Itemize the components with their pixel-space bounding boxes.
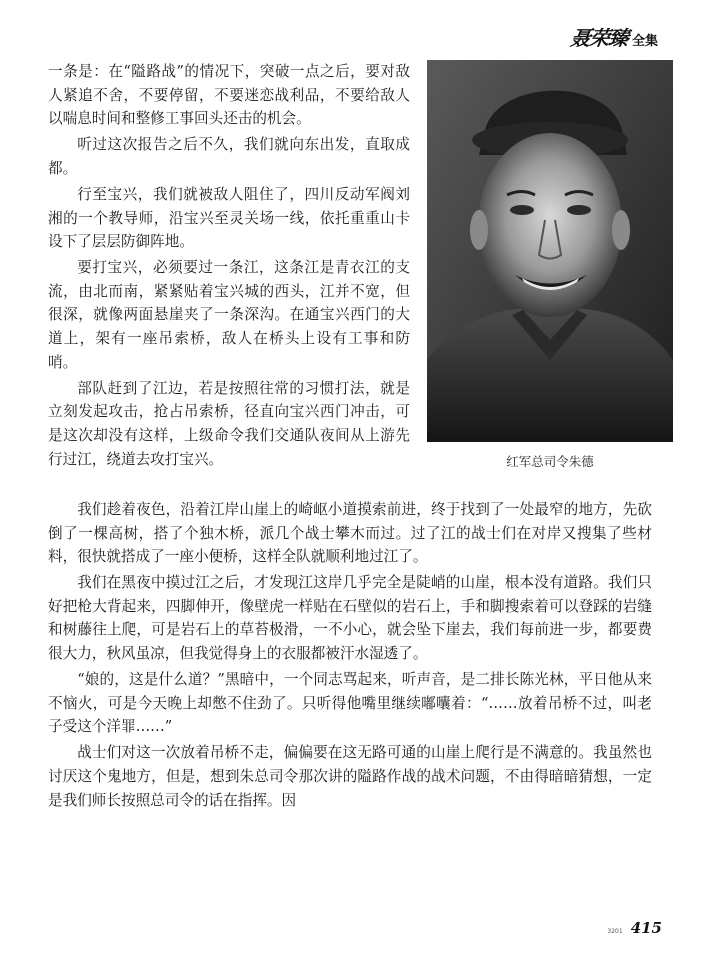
paragraph: 要打宝兴，必须要过一条江，这条江是青衣江的支流，由北而南，紧紧贴着宝兴城的西头，江并不宽，但很深，就像两面悬崖夹了一条深沟。在通宝兴西门的大道上，架有一座吊索桥，敌人在桥头上设有工事和防哨。 — [48, 259, 410, 371]
paragraph: 战士们对这一次放着吊桥不走，偏偏要在这无路可通的山崖上爬行是不满意的。我虽然也讨厌这个鬼地方，但是，想到朱总司令那次讲的隘路作战的战术问题，不由得暗暗猜想，一定是我们师长按照总司令的话在指挥。因 — [48, 744, 652, 809]
page-footer — [607, 919, 662, 937]
body-text-column-narrow — [48, 60, 410, 474]
book-title-logo: 聂荣臻 — [569, 26, 630, 50]
body-text-column-wide — [48, 498, 652, 815]
portrait-photo — [427, 60, 673, 442]
portrait-photo-icon — [427, 60, 673, 442]
running-header — [571, 22, 658, 51]
paragraph: 一条是：在“隘路战”的情况下，突破一点之后，要对敌人紧追不舍，不要停留，不要迷恋战利品，不要给敌人以喘息时间和整修工事回头还击的机会。 — [48, 63, 410, 128]
print-code: 3201 — [607, 928, 623, 935]
book-title-suffix: 全集 — [631, 34, 658, 49]
photo-caption: 红军总司令朱德 — [506, 454, 594, 469]
paragraph: 我们在黑夜中摸过江之后，才发现江这岸几乎完全是陡峭的山崖，根本没有道路。我们只好把枪大背起来，四脚伸开，像壁虎一样贴在石壁似的岩石上，手和脚搜索着可以登踩的岩缝和树藤往上爬，可是岩石上的草苔极滑，一不小心，就会坠下崖去，我们每前进一步，都要费很大力，秋风虽凉，但我觉得身上的衣服都被汗水湿透了。 — [48, 574, 652, 663]
paragraph: 行至宝兴，我们就被敌人阻住了，四川反动军阀刘湘的一个教导师，沿宝兴至灵关场一线，依托重重山卡设下了层层防御阵地。 — [48, 185, 410, 251]
paragraph: 听过这次报告之后不久，我们就向东出发，直取成都。 — [48, 136, 410, 177]
page-number: 415 — [630, 919, 662, 937]
paragraph: 我们趁着夜色，沿着江岸山崖上的崎岖小道摸索前进，终于找到了一处最窄的地方，先砍倒了一棵高树，搭了个独木桥，派几个战士攀木而过。过了江的战士们在对岸又搜集了些材料，很快就搭成了一座小便桥，这样全队就顺利地过江了。 — [48, 501, 652, 566]
paragraph: 部队赶到了江边，若是按照往常的习惯打法，就是立刻发起攻击，抢占吊索桥，径直向宝兴西门冲击，可是这次却没有这样，上级命令我们交通队夜间从上游先行过江，绕道去攻打宝兴。 — [48, 379, 410, 468]
paragraph: “娘的，这是什么道？”黑暗中，一个同志骂起来，听声音，是二排长陈光林，平日他从来不恼火，可是今天晚上却憋不住劲了。只听得他嘴里继续嘟囔着：“……放着吊桥不过，叫老子受这个洋罪……” — [48, 671, 652, 736]
